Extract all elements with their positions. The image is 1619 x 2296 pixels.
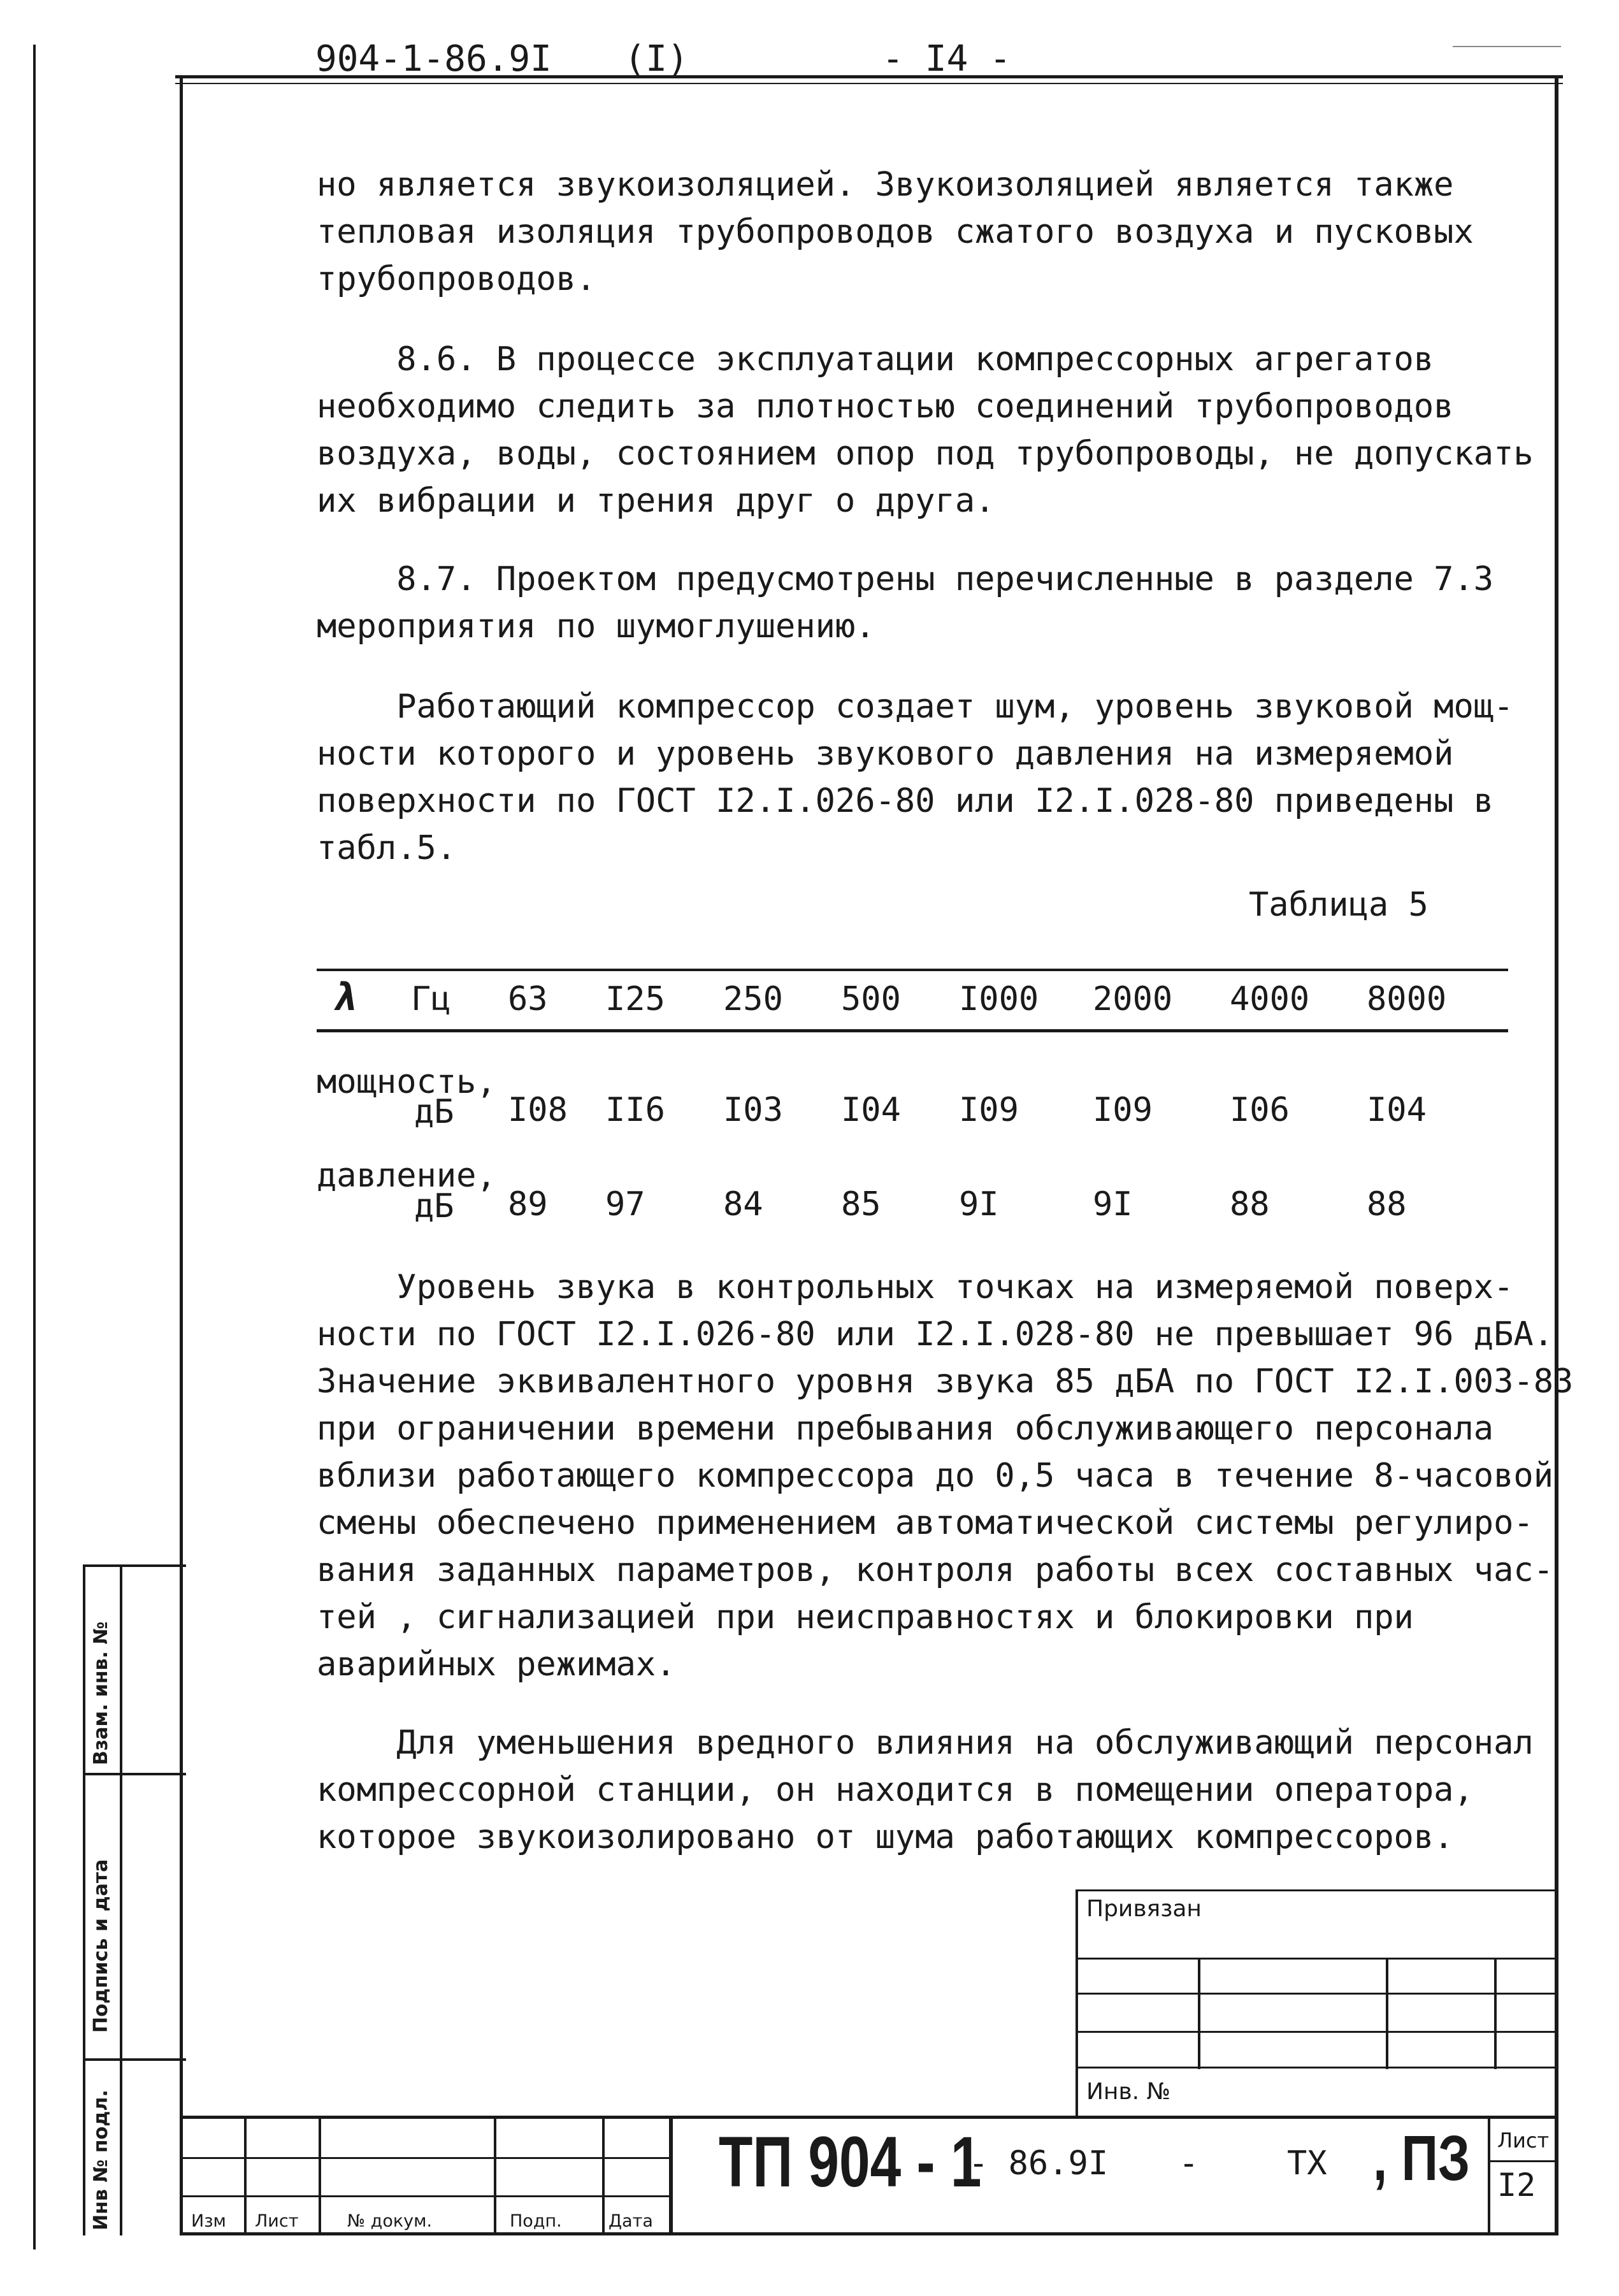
frame-bottom-border bbox=[180, 2232, 1558, 2235]
stamp-mid-line bbox=[183, 2195, 670, 2197]
text-line: тепловая изоляция трубопроводов сжатого воздуха и пусковых bbox=[317, 213, 1474, 251]
label-sign-date: Подпись и дата bbox=[90, 1859, 112, 2033]
paragraph-sound-level bbox=[317, 1264, 1574, 1688]
value-cell: 89 bbox=[508, 1185, 548, 1224]
col-izm: Изм bbox=[191, 2211, 226, 2231]
frame-top-border-inner bbox=[175, 83, 1563, 84]
text-line: Работающий компрессор создает шум, уровень звуковой мощ- bbox=[317, 688, 1514, 726]
stamp-col bbox=[494, 2116, 496, 2234]
row-label: давление, bbox=[317, 1157, 496, 1195]
col-date: Дата bbox=[608, 2211, 653, 2231]
project-suffix: - 86.9I bbox=[968, 2144, 1109, 2183]
header-volume: (I) bbox=[624, 38, 689, 80]
freq-cell: 63 bbox=[508, 980, 548, 1018]
text-line: Значение эквивалентного уровня звука 85 дБА по ГОСТ I2.I.003-83 bbox=[317, 1362, 1574, 1401]
text-line: табл.5. bbox=[317, 829, 457, 867]
section-code: ТХ bbox=[1287, 2144, 1327, 2183]
paragraph-noise bbox=[317, 683, 1559, 872]
strip-left-border bbox=[83, 1564, 85, 2235]
table-caption: Таблица 5 bbox=[1249, 886, 1428, 924]
bound-box-left bbox=[1076, 1889, 1078, 2116]
bound-col-line bbox=[1494, 1958, 1497, 2069]
value-cell: I06 bbox=[1230, 1091, 1290, 1129]
value-cell: I03 bbox=[723, 1091, 783, 1129]
bound-row-line bbox=[1078, 2067, 1555, 2069]
table-header-rule bbox=[317, 1029, 1508, 1032]
lambda-symbol: λ bbox=[333, 975, 356, 1020]
bound-row-line bbox=[1078, 1958, 1555, 1960]
row-unit: дБ bbox=[414, 1093, 454, 1131]
frame-top-right-stub bbox=[1453, 46, 1561, 47]
value-cell: 84 bbox=[723, 1185, 763, 1224]
header-doc-code: 904-1-86.9I bbox=[315, 38, 552, 80]
value-cell: 85 bbox=[841, 1185, 881, 1224]
paragraph-8-6 bbox=[317, 336, 1559, 524]
bound-label: Привязан bbox=[1086, 1896, 1202, 1922]
text-line: тей , сигнализацией при неисправностях и блокировки при bbox=[317, 1598, 1414, 1636]
text-line: при ограничении времени пребывания обслуживающего персонала bbox=[317, 1410, 1494, 1448]
value-cell: I09 bbox=[959, 1091, 1019, 1129]
text-line: ности по ГОСТ I2.I.026-80 или I2.I.028-80 не превышает 96 дБА. bbox=[317, 1315, 1554, 1354]
text-line: смены обеспечено применением автоматической системы регулиро- bbox=[317, 1504, 1534, 1542]
left-margin-line bbox=[33, 45, 36, 2249]
text-line: но является звукоизоляцией. Звукоизоляцией является также bbox=[317, 166, 1454, 204]
text-line: 8.6. В процессе эксплуатации компрессорных агрегатов bbox=[317, 340, 1434, 379]
sheet-number: I2 bbox=[1497, 2167, 1536, 2204]
value-cell: I04 bbox=[1367, 1091, 1427, 1129]
row-label: мощность, bbox=[317, 1063, 496, 1101]
text-line: трубопроводов. bbox=[317, 260, 596, 298]
stamp-col-thick bbox=[669, 2116, 673, 2234]
label-inv-podl: Инв № подл. bbox=[90, 2090, 112, 2230]
col-list: Лист bbox=[255, 2211, 299, 2231]
paragraph-8-7 bbox=[317, 556, 1559, 650]
text-line: вблизи работающего компрессора до 0,5 часа в течение 8-часовой bbox=[317, 1457, 1554, 1495]
inv-label: Инв. № bbox=[1086, 2079, 1171, 2105]
label-vzam-inv: Взам. инв. № bbox=[90, 1621, 112, 1765]
freq-cell: 8000 bbox=[1367, 980, 1447, 1018]
bound-box-top bbox=[1076, 1889, 1555, 1891]
freq-cell: 4000 bbox=[1230, 980, 1310, 1018]
value-cell: 88 bbox=[1367, 1185, 1407, 1224]
paragraph-operator-room bbox=[317, 1719, 1559, 1861]
stamp-col bbox=[244, 2116, 247, 2234]
col-doc: № докум. bbox=[347, 2211, 433, 2231]
stamp-mid-line bbox=[183, 2157, 670, 2159]
stamp-dash: - bbox=[1179, 2144, 1199, 2183]
text-line: мероприятия по шумоглушению. bbox=[317, 607, 875, 646]
text-line: 8.7. Проектом предусмотрены перечисленные в разделе 7.3 bbox=[317, 560, 1494, 598]
project-code: ТП 904 - 1 bbox=[719, 2122, 982, 2202]
bound-row-line bbox=[1078, 2031, 1555, 2033]
text-line: поверхности по ГОСТ I2.I.026-80 или I2.I.028-80 приведены в bbox=[317, 782, 1494, 820]
stamp-col bbox=[602, 2116, 605, 2234]
freq-cell: I000 bbox=[959, 980, 1039, 1018]
value-cell: 9I bbox=[1093, 1185, 1133, 1224]
text-line: которое звукоизолировано от шума работающих компрессоров. bbox=[317, 1818, 1454, 1856]
paragraph-1 bbox=[317, 161, 1559, 303]
stamp-col bbox=[319, 2116, 321, 2234]
text-line: их вибрации и трения друг о друга. bbox=[317, 482, 995, 520]
row-unit: дБ bbox=[414, 1187, 454, 1225]
col-sign: Подп. bbox=[510, 2211, 562, 2231]
text-line: ности которого и уровень звукового давления на измеряемой bbox=[317, 735, 1454, 773]
header bbox=[315, 38, 1011, 80]
text-line: Уровень звука в контрольных точках на измеряемой поверх- bbox=[317, 1268, 1514, 1306]
value-cell: I09 bbox=[1093, 1091, 1153, 1129]
freq-cell: 500 bbox=[841, 980, 901, 1018]
doc-type: , ПЗ bbox=[1373, 2123, 1471, 2194]
text-line: вания заданных параметров, контроля работы всех составных час- bbox=[317, 1551, 1554, 1589]
text-line: компрессорной станции, он находится в помещении оператора, bbox=[317, 1771, 1474, 1809]
value-cell: 9I bbox=[959, 1185, 999, 1224]
sheet-label: Лист bbox=[1497, 2128, 1550, 2153]
frame-left-border bbox=[180, 75, 183, 2235]
stamp-col bbox=[1488, 2116, 1490, 2234]
value-cell: 88 bbox=[1230, 1185, 1270, 1224]
frequency-unit: Гц bbox=[411, 980, 451, 1018]
value-cell: 97 bbox=[605, 1185, 645, 1224]
freq-cell: 250 bbox=[723, 980, 783, 1018]
value-cell: I08 bbox=[508, 1091, 568, 1129]
stamp-top-line bbox=[183, 2116, 1555, 2119]
freq-cell: 2000 bbox=[1093, 980, 1173, 1018]
strip-right-border bbox=[120, 1564, 122, 2235]
bound-col-line bbox=[1198, 1958, 1200, 2069]
bound-col-line bbox=[1386, 1958, 1388, 2069]
freq-cell: I25 bbox=[605, 980, 665, 1018]
text-line: аварийных режимах. bbox=[317, 1645, 676, 1684]
strip-divider bbox=[83, 1564, 186, 1567]
text-line: воздуха, воды, состоянием опор под трубопроводы, не допускать bbox=[317, 435, 1534, 473]
value-cell: I04 bbox=[841, 1091, 901, 1129]
value-cell: II6 bbox=[605, 1091, 665, 1129]
bound-row-line bbox=[1078, 1993, 1555, 1995]
strip-divider bbox=[83, 2058, 186, 2061]
text-line: необходимо следить за плотностью соединений трубопроводов bbox=[317, 387, 1454, 426]
table-top-rule bbox=[317, 969, 1508, 971]
stamp-sheet-divider bbox=[1488, 2160, 1555, 2162]
strip-divider bbox=[83, 1773, 186, 1775]
text-line: Для уменьшения вредного влияния на обслуживающий персонал bbox=[317, 1724, 1534, 1762]
header-page-number: - I4 - bbox=[882, 38, 1011, 80]
